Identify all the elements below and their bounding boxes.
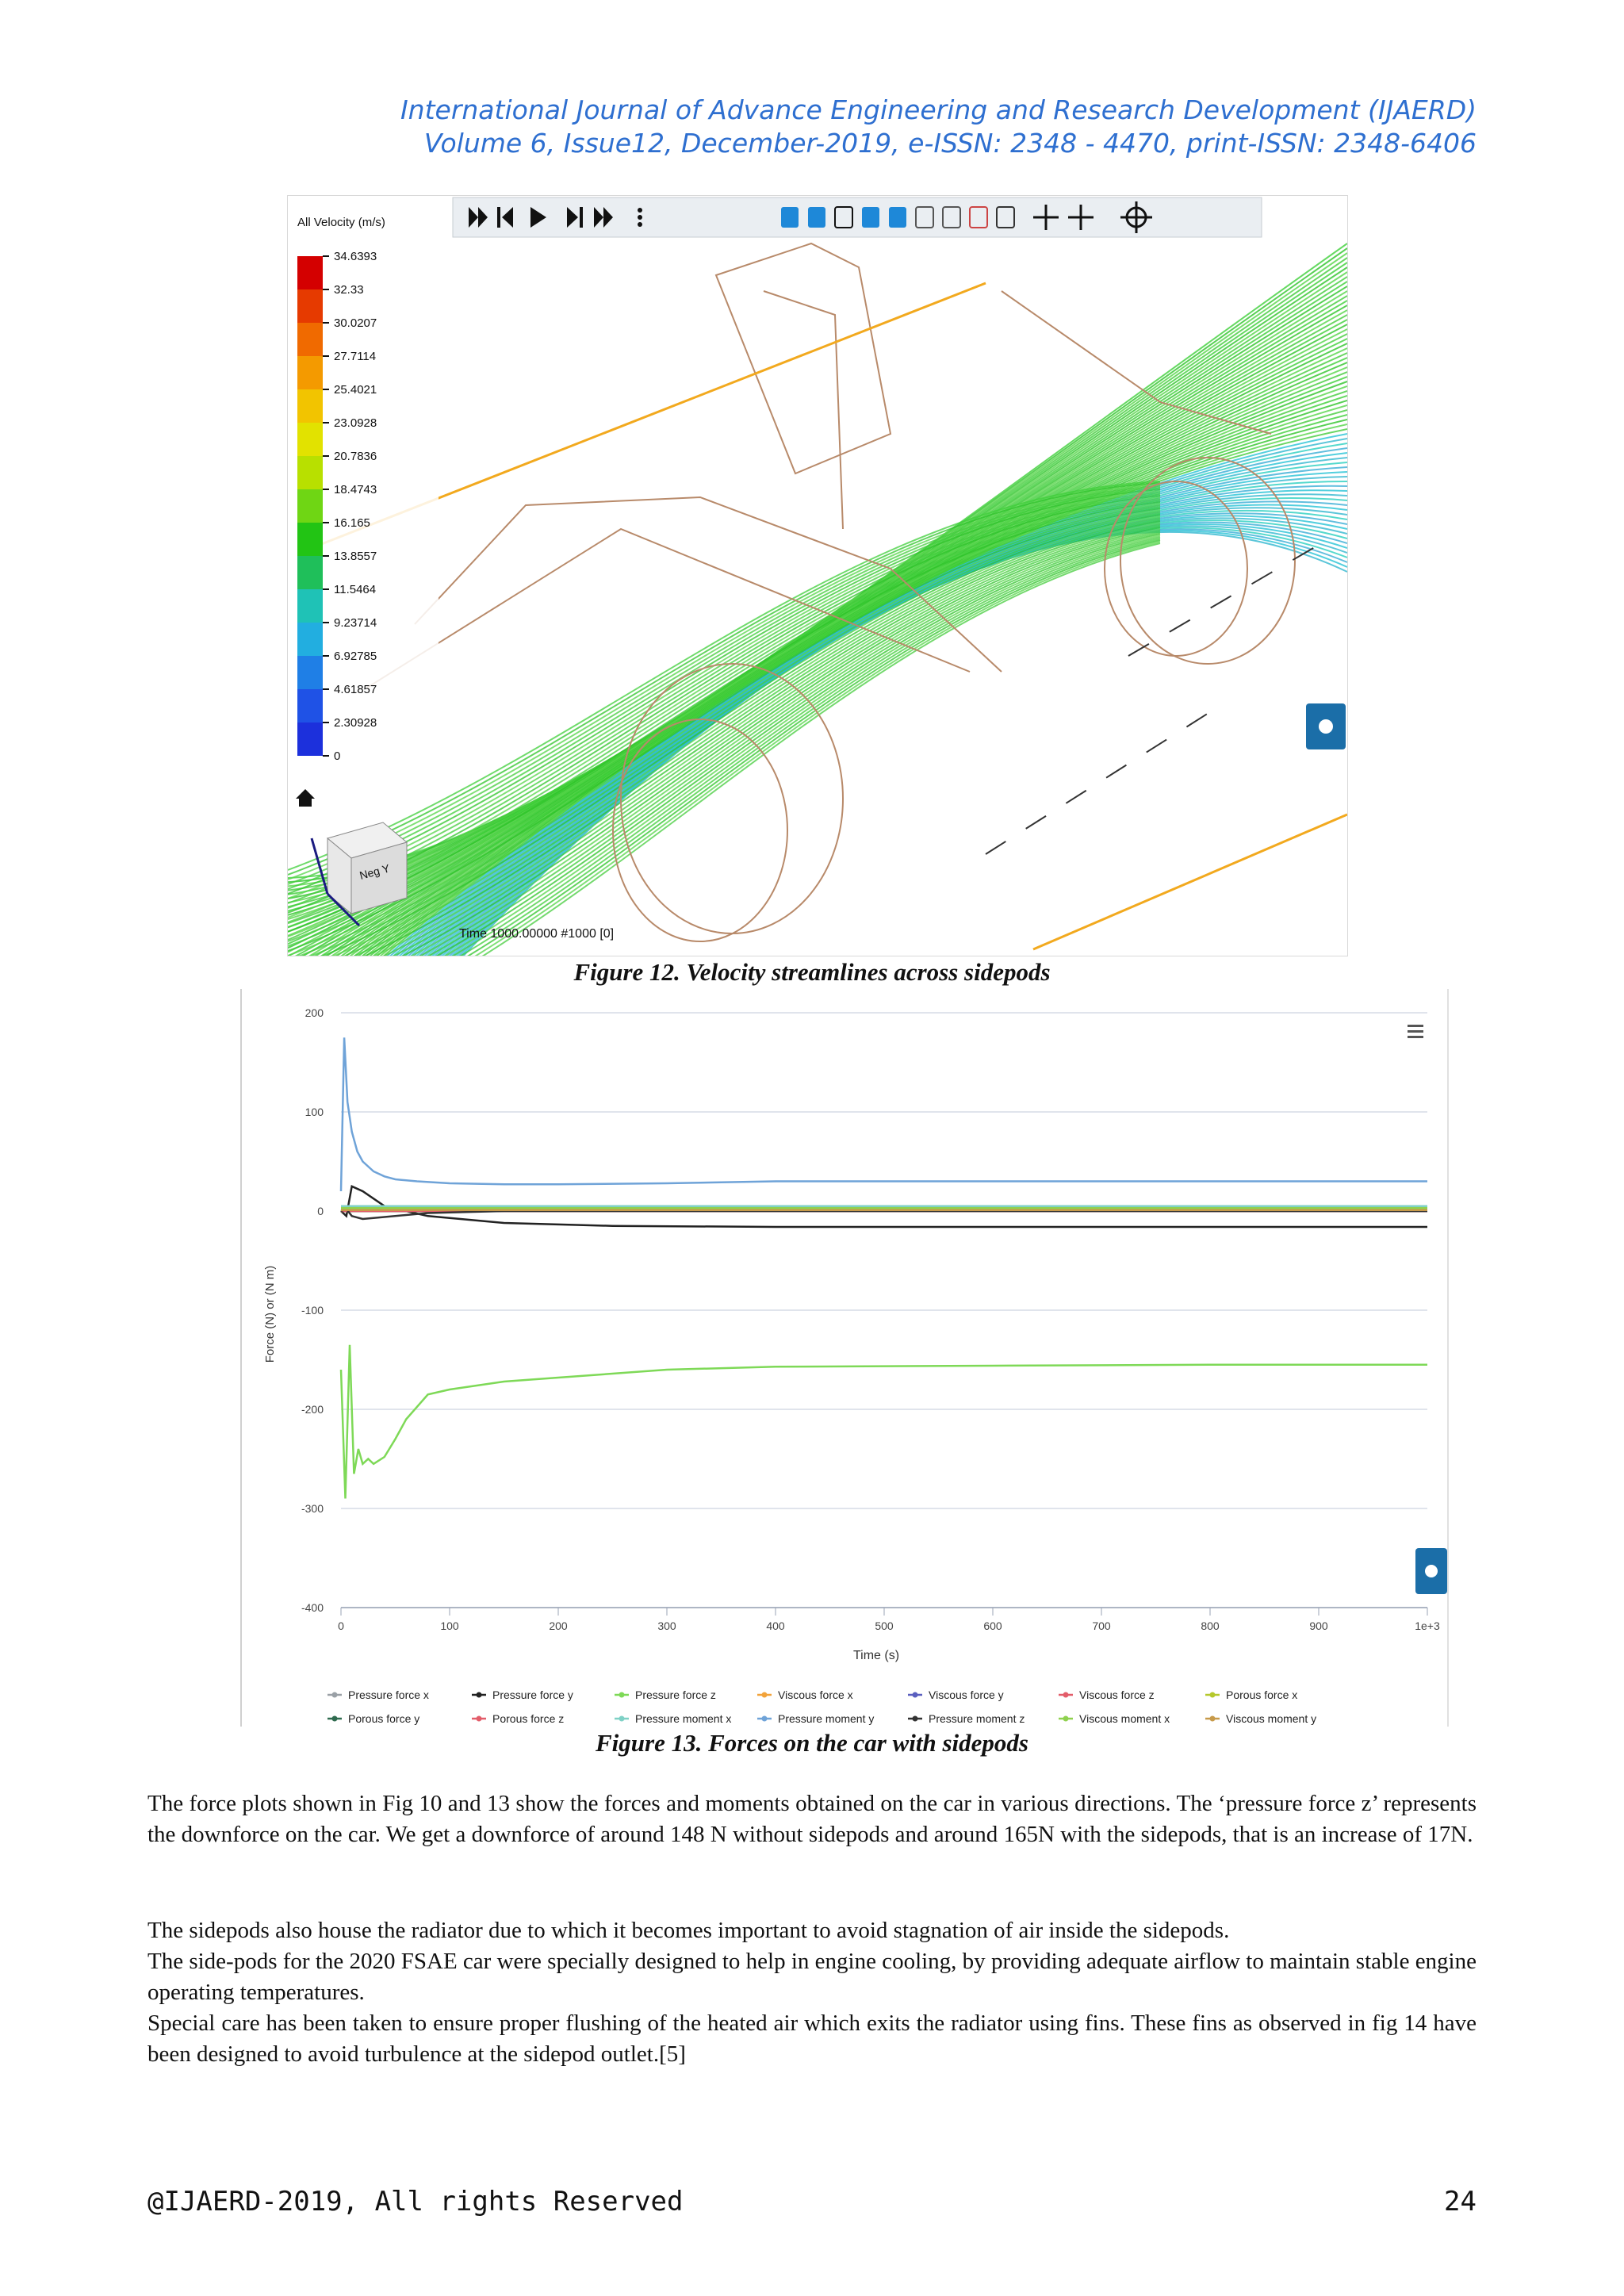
- legend-band: [297, 656, 323, 689]
- legend-band: [297, 356, 323, 389]
- legend-value: 23.0928: [334, 416, 377, 430]
- legend-band: [297, 723, 323, 756]
- legend-value: 34.6393: [334, 250, 377, 263]
- legend-value: 25.4021: [334, 383, 377, 397]
- y-tick-label: 200: [304, 1006, 324, 1019]
- paragraph-text: The sidepods also house the radiator due to which it becomes important to avoid stagnation of air inside the sidepods.: [147, 1918, 1230, 1943]
- body-paragraph-1: [147, 1788, 1477, 1850]
- legend-item[interactable]: [1059, 1712, 1170, 1725]
- legend-band: [297, 456, 323, 489]
- paragraph-text: The force plots shown in Fig 10 and 13 show the forces and moments obtained on the car in various directions. The ‘pressure force z’ represents the downforce on the car. We get a downforce of around 148 N without sidepods and around 165N with the sidepods, that is an increase of 17N.: [147, 1791, 1477, 1847]
- figure-13-chart: [240, 989, 1449, 1727]
- journal-issue: Volume 6, Issue12, December-2019, e-ISSN: 2348 - 4470, print-ISSN: 2348-6406: [423, 128, 1477, 159]
- legend-value: 30.0207: [334, 316, 377, 330]
- viewer-toolbar[interactable]: [453, 197, 1262, 237]
- figure-12-image: [287, 195, 1348, 956]
- legend-item[interactable]: [472, 1712, 564, 1725]
- legend-label: Pressure force y: [492, 1688, 573, 1701]
- x-tick-label: 0: [338, 1619, 344, 1632]
- legend-label: Viscous moment y: [1226, 1712, 1317, 1725]
- y-axis-label: Force (N) or (N m): [263, 1265, 277, 1363]
- legend-label: Porous force x: [1226, 1688, 1298, 1701]
- legend-label: Viscous force x: [778, 1688, 853, 1701]
- legend-value: 11.5464: [334, 583, 377, 596]
- legend-item[interactable]: [757, 1712, 874, 1725]
- cube-label: Neg Y: [358, 861, 392, 882]
- legend-label: Pressure moment y: [778, 1712, 875, 1725]
- legend-value: 6.92785: [334, 650, 377, 663]
- legend-title: All Velocity (m/s): [297, 216, 385, 229]
- legend-value: 2.30928: [334, 716, 377, 730]
- legend-label: Pressure moment x: [635, 1712, 732, 1725]
- x-tick-label: 400: [766, 1619, 785, 1632]
- paragraph-text: Special care has been taken to ensure proper flushing of the heated air which exits the radiator using fins. These fins as observed in fig 14 have been designed to avoid turbulence at the sidepod outlet.[5]: [147, 2010, 1477, 2067]
- legend-band: [297, 289, 323, 323]
- page-number: 24: [1444, 2186, 1477, 2217]
- legend-value: 27.7114: [334, 350, 377, 363]
- legend-value: 18.4743: [334, 483, 377, 496]
- legend-band: [297, 323, 323, 356]
- legend-band: [297, 523, 323, 556]
- legend-item[interactable]: [757, 1688, 853, 1701]
- legend-item[interactable]: [615, 1688, 716, 1701]
- legend-label: Pressure force z: [635, 1688, 716, 1701]
- legend-label: Pressure moment z: [929, 1712, 1025, 1725]
- x-tick-label: 600: [983, 1619, 1002, 1632]
- journal-title: International Journal of Advance Engineering and Research Development (IJAERD): [400, 94, 1477, 125]
- legend-item[interactable]: [908, 1688, 1004, 1701]
- figure-13-caption: Figure 13. Forces on the car with sidepods: [596, 1729, 1028, 1757]
- legend-label: Viscous force z: [1079, 1688, 1155, 1701]
- body-paragraphs: [147, 1915, 1477, 2070]
- legend-item[interactable]: [1205, 1712, 1316, 1725]
- legend-item[interactable]: [1205, 1688, 1297, 1701]
- legend-band: [297, 689, 323, 723]
- legend-value: 20.7836: [334, 450, 377, 463]
- legend-band: [297, 489, 323, 523]
- y-tick-label: -300: [301, 1502, 324, 1515]
- x-tick-label: 1e+3: [1415, 1619, 1440, 1632]
- legend-band: [297, 623, 323, 656]
- y-tick-label: -100: [301, 1304, 324, 1317]
- legend-value: 16.165: [334, 516, 370, 530]
- force-plot: [242, 989, 1447, 1727]
- x-tick-label: 800: [1201, 1619, 1220, 1632]
- copyright-footer: @IJAERD-2019, All rights Reserved: [147, 2186, 684, 2217]
- x-tick-label: 200: [549, 1619, 568, 1632]
- x-tick-label: 100: [440, 1619, 459, 1632]
- x-tick-label: 300: [657, 1619, 676, 1632]
- paragraph-text: The side-pods for the 2020 FSAE car were specially designed to help in engine cooling, by providing adequate airflow to maintain stable engine operating temperatures.: [147, 1949, 1477, 2005]
- x-tick-label: 900: [1309, 1619, 1328, 1632]
- series-line: [341, 1345, 1427, 1499]
- y-tick-label: -400: [301, 1601, 324, 1614]
- x-axis-label: Time (s): [852, 1649, 900, 1662]
- legend-band: [297, 256, 323, 289]
- legend-label: Pressure force x: [348, 1688, 429, 1701]
- figure-12-caption: Figure 12. Velocity streamlines across sidepods: [573, 958, 1051, 986]
- legend-label: Viscous force y: [929, 1688, 1004, 1701]
- legend-item[interactable]: [472, 1688, 573, 1701]
- legend-band: [297, 423, 323, 456]
- menu-icon[interactable]: [1408, 1025, 1423, 1038]
- y-tick-label: 100: [304, 1106, 324, 1118]
- legend-item[interactable]: [327, 1688, 429, 1701]
- legend-label: Porous force z: [492, 1712, 565, 1725]
- legend-value: 0: [334, 749, 341, 763]
- series-line: [341, 1037, 1427, 1191]
- legend-item[interactable]: [1059, 1688, 1155, 1701]
- legend-value: 9.23714: [334, 616, 377, 630]
- streamline-render: [288, 196, 1347, 956]
- legend-item[interactable]: [327, 1712, 419, 1725]
- time-label: Time 1000.00000 #1000 [0]: [459, 927, 615, 941]
- legend-label: Porous force y: [348, 1712, 420, 1725]
- y-tick-label: 0: [317, 1205, 324, 1217]
- legend-band: [297, 589, 323, 623]
- legend-item[interactable]: [908, 1712, 1025, 1725]
- legend-label: Viscous moment x: [1079, 1712, 1170, 1725]
- legend-value: 13.8557: [334, 550, 377, 563]
- x-tick-label: 700: [1092, 1619, 1111, 1632]
- legend-value: 32.33: [334, 283, 364, 297]
- legend-band: [297, 389, 323, 423]
- legend-band: [297, 556, 323, 589]
- journal-header: [400, 94, 1477, 160]
- y-tick-label: -200: [301, 1403, 324, 1416]
- legend-item[interactable]: [615, 1712, 731, 1725]
- x-tick-label: 500: [875, 1619, 894, 1632]
- legend-value: 4.61857: [334, 683, 377, 696]
